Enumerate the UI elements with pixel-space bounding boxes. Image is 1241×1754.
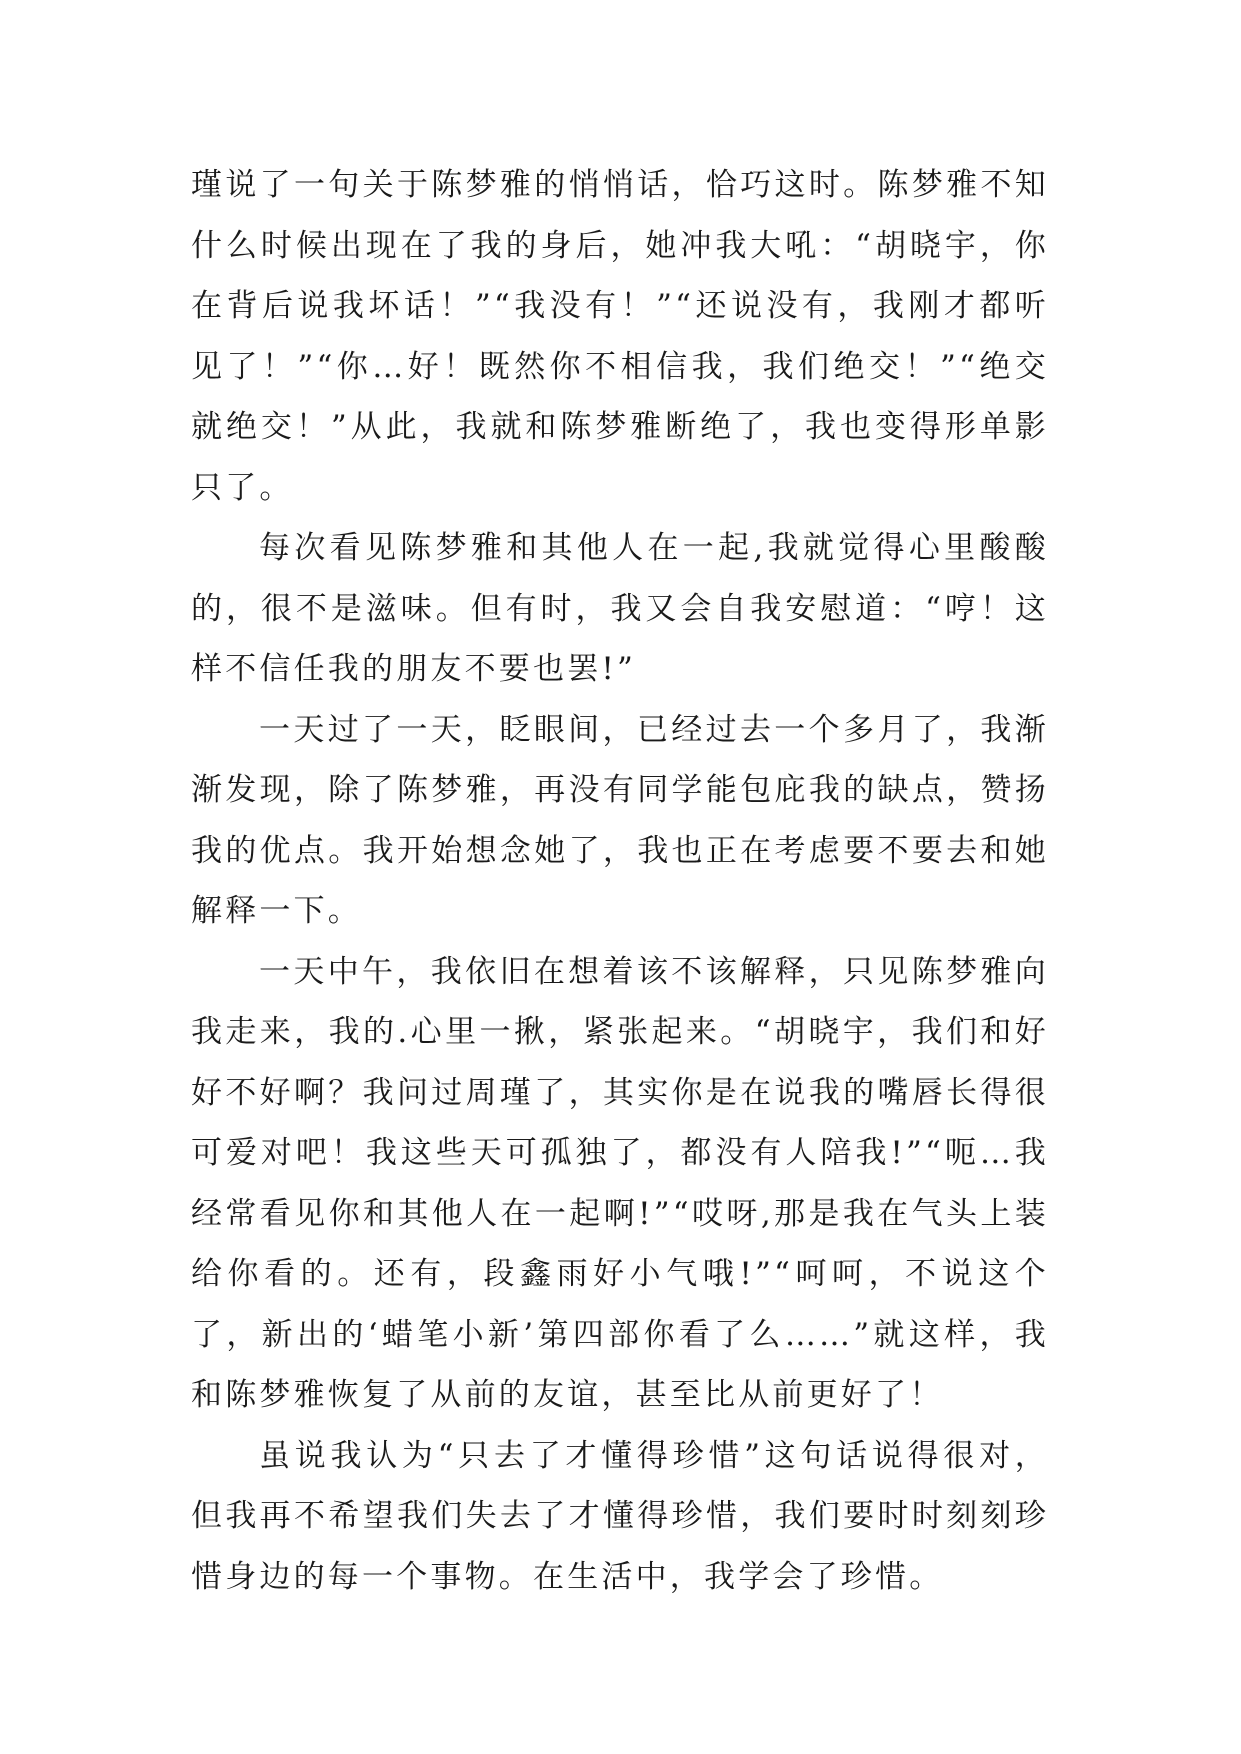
essay-body [191, 155, 1049, 1607]
paragraph-5: 虽说我认为“只去了才懂得珍惜”这句话说得很对，但我再不希望我们失去了才懂得珍惜，我们要时时刻刻珍惜身边的每一个事物。在生活中，我学会了珍惜。 [191, 1437, 1049, 1595]
paragraph-1: 瑾说了一句关于陈梦雅的悄悄话，恰巧这时。陈梦雅不知什么时候出现在了我的身后，她冲我大吼：“胡晓宇，你在背后说我坏话！”“我没有！”“还说没有，我刚才都听见了！”“你…好！既然你不相信我，我们绝交！”“绝交就绝交！”从此，我就和陈梦雅断绝了，我也变得形单影只了。 [191, 167, 1049, 506]
paragraph-4: 一天中午，我依旧在想着该不该解释，只见陈梦雅向我走来，我的.心里一揪，紧张起来。“胡晓宇，我们和好好不好啊？我问过周瑾了，其实你是在说我的嘴唇长得很可爱对吧！我这些天可孤独了，都没有人陪我!”“呃…我经常看见你和其他人在一起啊!”“哎呀,那是我在气头上装给你看的。还有，段鑫雨好小气哦!”“呵呵，不说这个了，新出的‘蜡笔小新’第四部你看了么……”就这样，我和陈梦雅恢复了从前的友谊，甚至比从前更好了！ [191, 953, 1049, 1413]
paragraph-2: 每次看见陈梦雅和其他人在一起,我就觉得心里酸酸的，很不是滋味。但有时，我又会自我安慰道：“哼！这样不信任我的朋友不要也罢!” [191, 530, 1049, 687]
paragraph-3: 一天过了一天，眨眼间，已经过去一个多月了，我渐渐发现，除了陈梦雅，再没有同学能包庇我的缺点，赞扬我的优点。我开始想念她了，我也正在考虑要不要去和她解释一下。 [191, 711, 1049, 929]
